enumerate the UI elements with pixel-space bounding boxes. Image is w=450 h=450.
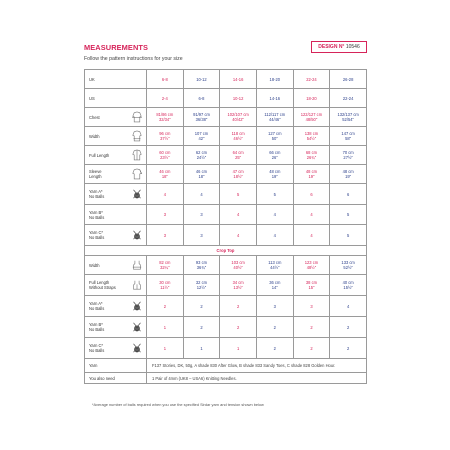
cell-value: 93 cm	[195, 260, 208, 265]
cell-value: 2	[273, 345, 276, 351]
row-label-line: Yarn B*	[89, 322, 103, 327]
cell-value: 40/42"	[232, 117, 244, 122]
uk-size-cell: 10-12	[183, 70, 220, 89]
measurement-cell	[220, 225, 257, 246]
cell-value: 2	[347, 345, 350, 351]
row-label-line: No Balls	[89, 214, 105, 220]
cell-value: 14"	[271, 285, 278, 290]
cell-value: 24½"	[196, 155, 207, 160]
cell-value: 133 cm	[341, 260, 355, 265]
row-label-text	[89, 230, 104, 240]
measurement-cell	[256, 296, 293, 317]
measurement-cell	[293, 127, 330, 146]
row-label-line: Sleeve	[89, 169, 102, 174]
uk-size-cell: 22-24	[293, 70, 330, 89]
cell-value: 38 cm	[305, 280, 318, 285]
us-size-cell: 6-8	[183, 89, 220, 108]
cell-value: 6	[310, 191, 313, 197]
measurement-cell	[183, 225, 220, 246]
row-label-text	[89, 301, 104, 311]
row-label-line: Yarn C*	[89, 230, 104, 235]
measurement-cell	[183, 146, 220, 165]
measurement-row	[85, 146, 367, 165]
row-label-line: No Balls	[89, 235, 105, 240]
cell-value: 11½"	[160, 285, 170, 290]
measurement-row	[85, 225, 367, 246]
crop-top-header-row	[85, 246, 367, 256]
cell-value: 46 cm	[159, 169, 171, 174]
measurement-cell	[256, 317, 293, 338]
cell-value: 32/34"	[158, 117, 171, 122]
cell-value: 2	[200, 303, 203, 309]
measurement-cell	[183, 165, 220, 184]
cell-value: 2	[310, 345, 313, 351]
measurement-cell	[147, 108, 184, 127]
row-label	[85, 184, 147, 205]
cell-value: 4	[200, 191, 203, 197]
measurement-cell	[220, 256, 257, 275]
cell-value: 82 cm	[159, 260, 171, 265]
row-label-line: No Balls	[89, 348, 105, 353]
cell-value: 4	[237, 232, 240, 238]
cell-value: 36 cm	[269, 280, 281, 285]
cell-value: 1	[237, 345, 240, 351]
row-label-line: Width	[89, 262, 100, 268]
cell-value: 147 cm	[341, 131, 355, 136]
row-label-line: Yarn B*	[89, 209, 103, 215]
row-label-line: Yarn A*	[89, 301, 103, 306]
row-label	[85, 146, 147, 165]
measurement-cell	[330, 225, 367, 246]
cell-value: 3	[163, 232, 166, 238]
cell-value: 2	[273, 324, 276, 330]
measurement-cell	[293, 108, 330, 127]
row-label-line: Yarn A*	[89, 189, 103, 194]
us-size-cell: 18-20	[293, 89, 330, 108]
crop-top-row	[85, 275, 367, 296]
measurement-cell	[147, 296, 184, 317]
page-title: MEASUREMENTS	[84, 43, 149, 52]
row-label-line: No Balls	[89, 327, 105, 332]
cell-value: 81/86 cm	[156, 112, 174, 117]
needles-info-row-text: 1 Pair of 4mm (UK8 – USA6) Knitting Needles.	[147, 373, 367, 384]
cell-value: 4	[237, 212, 240, 217]
cell-value: 2	[200, 324, 203, 330]
uk-size-row	[85, 70, 367, 89]
row-label-text	[89, 343, 104, 353]
row-label-text	[89, 153, 109, 158]
cell-value: 48 cm	[342, 169, 354, 174]
cell-value: 27½"	[343, 155, 353, 160]
measurement-cell	[183, 108, 220, 127]
yarn-info-row-text: F137 Stories, DK, 50g, A shade 830 After Glow, B shade 833 Sandy Toes, C shade 828 Golden Hour.	[147, 359, 367, 373]
measurement-cell	[330, 338, 367, 359]
measurement-cell	[183, 317, 220, 338]
cell-value: 91/97 cm	[193, 112, 210, 117]
cell-value: 46 cm	[195, 169, 208, 174]
measurement-cell	[220, 338, 257, 359]
cell-value: 18½"	[233, 174, 243, 179]
cell-value: 1	[163, 324, 166, 330]
us-label: US	[85, 89, 147, 108]
measurement-cell	[147, 256, 184, 275]
measurement-cell	[147, 225, 184, 246]
measurement-cell	[220, 165, 257, 184]
measurement-cell	[220, 275, 257, 296]
cell-value: 113 cm	[268, 260, 282, 265]
us-size-cell: 2-4	[147, 89, 184, 108]
measurement-cell	[220, 317, 257, 338]
cell-value: 138 cm	[304, 131, 319, 136]
row-label	[85, 296, 147, 317]
cell-value: 15"	[308, 285, 315, 290]
cell-value: 2	[237, 324, 240, 330]
cell-value: 5	[347, 212, 350, 217]
uk-size-cell: 18-20	[256, 70, 293, 89]
cell-value: 4	[273, 212, 276, 217]
measurement-cell	[293, 184, 330, 205]
measurement-cell	[256, 338, 293, 359]
row-label-line: Length	[89, 174, 102, 179]
measurement-cell	[330, 184, 367, 205]
row-label	[85, 108, 147, 127]
cell-value: 19"	[345, 174, 352, 179]
cell-value: 1	[163, 345, 166, 351]
cell-value: 112/117 cm	[264, 112, 286, 117]
cell-value: 26"	[271, 155, 278, 160]
cell-value: 36/38"	[195, 117, 208, 122]
row-label-line: No Balls	[89, 194, 105, 199]
measurement-cell	[220, 296, 257, 317]
yarn-info-row	[85, 359, 367, 373]
row-label	[85, 225, 147, 246]
cell-value: 36¾"	[196, 265, 207, 270]
design-number-box	[311, 41, 367, 53]
cell-value: 4	[273, 232, 276, 238]
cell-value: 32¼"	[160, 265, 170, 270]
measurement-cell	[220, 184, 257, 205]
cell-value: 68 cm	[305, 150, 318, 155]
row-label	[85, 165, 147, 184]
uk-label: UK	[85, 70, 147, 89]
row-label-line: Full Length	[89, 152, 110, 158]
cell-value: 64 cm	[232, 150, 244, 155]
cell-value: 54½"	[306, 136, 317, 141]
cell-value: 127 cm	[268, 131, 282, 136]
cell-value: 48½"	[306, 265, 317, 270]
row-label	[85, 317, 147, 338]
crop-top-row	[85, 317, 367, 338]
yarn-info-row-label: Yarn	[85, 359, 147, 373]
measurement-cell	[256, 205, 293, 225]
row-label	[85, 275, 147, 296]
cell-value: 107 cm	[194, 131, 209, 136]
measurement-cell	[147, 338, 184, 359]
cell-value: 5	[237, 191, 240, 197]
cell-value: 4	[163, 191, 166, 197]
measurement-row	[85, 205, 367, 225]
measurement-cell	[220, 146, 257, 165]
cell-value: 19"	[308, 174, 315, 179]
measurement-cell	[256, 165, 293, 184]
cell-value: 12½"	[196, 285, 207, 290]
cell-value: 2	[163, 303, 166, 309]
row-label-text	[89, 134, 99, 139]
measurements-table	[84, 69, 367, 384]
row-label-line: Width	[89, 133, 100, 139]
cell-value: 40 cm	[342, 280, 354, 285]
row-label	[85, 205, 147, 225]
cell-value: 34 cm	[232, 280, 244, 285]
measurement-cell	[220, 108, 257, 127]
uk-size-cell: 26-28	[330, 70, 367, 89]
cell-value: 18"	[161, 174, 168, 179]
uk-size-cell: 6-8	[147, 70, 184, 89]
cell-value: 37½"	[160, 136, 170, 141]
measurement-cell	[330, 165, 367, 184]
cell-value: 42"	[198, 136, 205, 141]
cell-value: 3	[163, 212, 166, 217]
cell-value: 5	[347, 232, 350, 238]
measurement-cell	[330, 205, 367, 225]
row-label-line: No Balls	[89, 306, 105, 311]
cell-value: 62 cm	[195, 150, 208, 155]
cell-value: 60 cm	[159, 150, 171, 155]
measurement-cell	[256, 275, 293, 296]
cell-value: 96 cm	[159, 131, 171, 136]
measurement-cell	[147, 317, 184, 338]
measurement-cell	[330, 317, 367, 338]
us-size-row	[85, 89, 367, 108]
cell-value: 3	[200, 232, 203, 238]
cell-value: 52/54"	[342, 117, 354, 122]
cell-value: 47 cm	[232, 169, 244, 174]
cell-value: 19"	[271, 174, 278, 179]
cell-value: 123 cm	[304, 260, 319, 265]
row-label-text	[89, 169, 102, 179]
measurement-cell	[293, 275, 330, 296]
row-label-line: Full Length	[89, 280, 110, 285]
needles-info-row	[85, 373, 367, 384]
cell-value: 3	[273, 303, 276, 309]
measurement-row	[85, 165, 367, 184]
measurement-cell	[147, 205, 184, 225]
row-label	[85, 256, 147, 275]
cell-value: 2	[347, 324, 350, 330]
cell-value: 2	[237, 303, 240, 309]
measurement-cell	[293, 146, 330, 165]
design-label: DESIGN N°	[318, 44, 345, 50]
measurement-row	[85, 108, 367, 127]
cell-value: 3	[310, 303, 313, 309]
measurement-cell	[183, 275, 220, 296]
measurement-cell	[293, 225, 330, 246]
cell-value: 70 cm	[342, 150, 354, 155]
uk-size-cell: 14-16	[220, 70, 257, 89]
cell-value: 18"	[198, 174, 205, 179]
measurement-cell	[256, 146, 293, 165]
measurement-cell	[330, 256, 367, 275]
measurement-cell	[293, 256, 330, 275]
cell-value: 1	[200, 345, 203, 351]
measurement-cell	[183, 205, 220, 225]
us-size-cell: 14-16	[256, 89, 293, 108]
cell-value: 26¾"	[306, 155, 317, 160]
measurement-row	[85, 127, 367, 146]
measurement-cell	[330, 108, 367, 127]
crop-top-title: Crop Top	[85, 246, 367, 256]
measurement-cell	[330, 127, 367, 146]
cell-value: 3	[200, 212, 203, 217]
cell-value: 48 cm	[305, 169, 318, 174]
cell-value: 118 cm	[231, 131, 245, 136]
row-label-line: Without Straps	[89, 285, 116, 290]
cell-value: 122/127 cm	[300, 112, 323, 117]
cell-value: 4	[310, 232, 313, 238]
row-label	[85, 127, 147, 146]
cell-value: 48/50"	[305, 117, 318, 122]
measurement-cell	[183, 127, 220, 146]
measurement-cell	[256, 127, 293, 146]
measurement-cell	[293, 165, 330, 184]
cell-value: 102/107 cm	[227, 112, 249, 117]
cell-value: 6	[347, 191, 350, 197]
measurement-cell	[147, 127, 184, 146]
row-label-text	[89, 115, 100, 120]
measurement-cell	[183, 296, 220, 317]
cell-value: 13½"	[233, 285, 243, 290]
measurement-cell	[293, 296, 330, 317]
cell-value: 66 cm	[269, 150, 281, 155]
cell-value: 5	[273, 191, 276, 197]
measurement-row	[85, 184, 367, 205]
cell-value: 58"	[345, 136, 352, 141]
cell-value: 30 cm	[159, 280, 171, 285]
measurement-cell	[183, 338, 220, 359]
measurement-cell	[147, 165, 184, 184]
cell-value: 44½"	[270, 265, 280, 270]
us-size-cell: 10-12	[220, 89, 257, 108]
cell-value: 23½"	[160, 155, 170, 160]
us-size-cell: 22-24	[330, 89, 367, 108]
measurement-cell	[293, 338, 330, 359]
row-label-text	[89, 280, 116, 290]
cell-value: 132/137 cm	[337, 112, 359, 117]
measurement-cell	[256, 108, 293, 127]
measurement-cell	[147, 184, 184, 205]
measurement-cell	[293, 205, 330, 225]
crop-top-row	[85, 296, 367, 317]
row-label-text	[89, 322, 104, 332]
measurement-cell	[220, 127, 257, 146]
cell-value: 52½"	[343, 265, 353, 270]
row-label-line: Chest	[89, 114, 100, 120]
measurement-cell	[293, 317, 330, 338]
row-label	[85, 338, 147, 359]
measurement-cell	[183, 184, 220, 205]
design-number: 10546	[345, 44, 360, 50]
cell-value: 50"	[271, 136, 278, 141]
measurement-cell	[256, 184, 293, 205]
cell-value: 2	[310, 324, 313, 330]
cell-value: 48 cm	[269, 169, 281, 174]
crop-top-row	[85, 338, 367, 359]
row-label-text	[89, 263, 99, 268]
measurement-cell	[330, 296, 367, 317]
needles-info-row-label: You also need	[85, 373, 147, 384]
cell-value: 103 cm	[231, 260, 245, 265]
measurement-cell	[330, 275, 367, 296]
cell-value: 46½"	[233, 136, 243, 141]
measurement-cell	[183, 256, 220, 275]
footnote: *Average number of balls required when you use the specified Sirdar yarn and tension shown below	[92, 402, 264, 407]
cell-value: 40½"	[233, 265, 243, 270]
measurement-cell	[220, 205, 257, 225]
row-label-line: Yarn C*	[89, 343, 104, 348]
measurement-cell	[256, 256, 293, 275]
measurement-cell	[147, 275, 184, 296]
measurement-cell	[256, 225, 293, 246]
cell-value: 25"	[235, 155, 242, 160]
cell-value: 32 cm	[195, 280, 208, 285]
measurement-cell	[330, 146, 367, 165]
measurement-cell	[147, 146, 184, 165]
instruction-text: Follow the pattern instructions for your size	[84, 56, 183, 62]
crop-top-row	[85, 256, 367, 275]
cell-value: 4	[347, 303, 350, 309]
cell-value: 4	[310, 212, 313, 217]
cell-value: 15½"	[343, 285, 353, 290]
cell-value: 44/46"	[268, 117, 281, 122]
row-label-text	[89, 189, 104, 199]
row-label-text	[89, 210, 104, 220]
